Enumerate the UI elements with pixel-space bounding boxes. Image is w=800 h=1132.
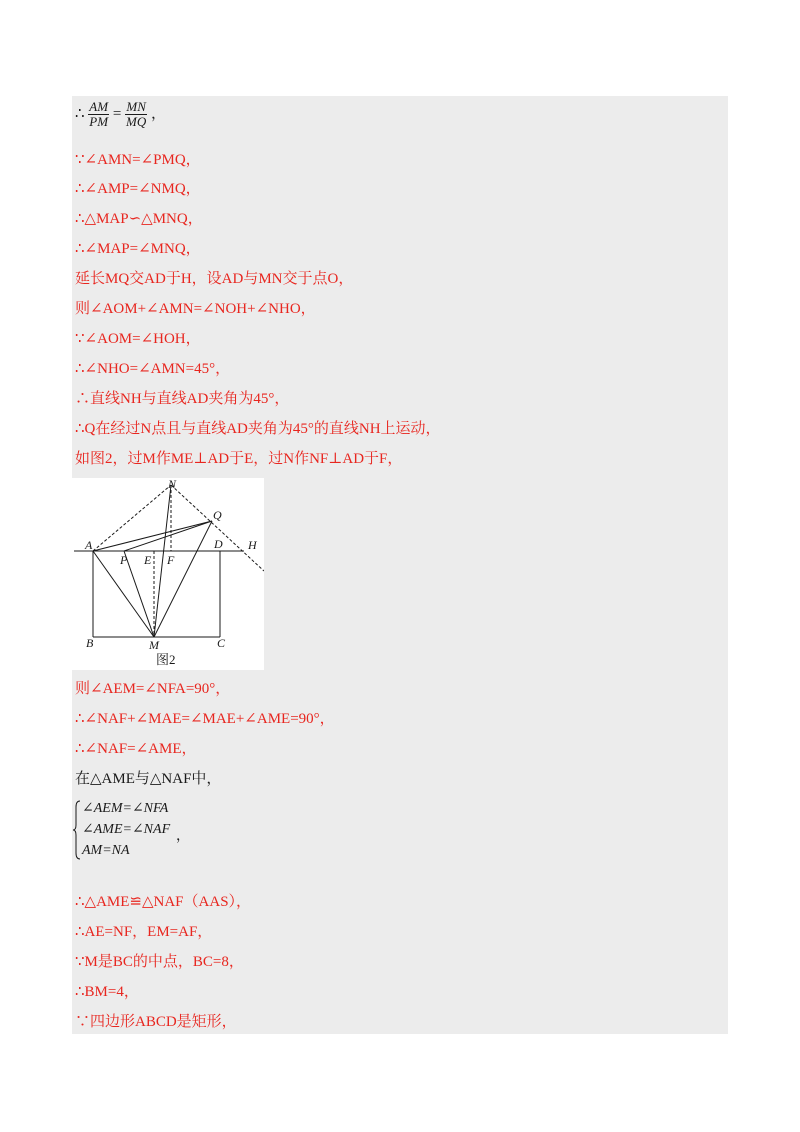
proof-line: 则∠AEM=∠NFA=90°， xyxy=(75,681,231,697)
system-row: AM=NA xyxy=(82,843,130,858)
point-label-f: F xyxy=(167,553,175,567)
fraction-numerator: MN xyxy=(126,99,146,114)
proof-line: ∴Q在经过N点且与直线AD夹角为45°的直线NH上运动， xyxy=(75,421,441,437)
line-end-comma: ， xyxy=(151,105,167,122)
proof-line: ∵四边形ABCD是矩形， xyxy=(75,1014,237,1030)
proof-line: 则∠AOM+∠AMN=∠NOH+∠NHO， xyxy=(75,301,316,317)
equation-system xyxy=(72,799,212,861)
proof-line: ∴∠NAF+∠MAE=∠MAE+∠AME=90°， xyxy=(75,711,335,727)
fraction-denominator: MQ xyxy=(126,114,147,129)
proof-line: 在△AME与△NAF中， xyxy=(75,771,222,787)
point-label-h: H xyxy=(248,538,257,552)
point-label-a: A xyxy=(85,538,93,552)
proof-line: ∵M是BC的中点，BC=8， xyxy=(75,954,244,970)
proof-line: 如图2，过M作ME⊥AD于E，过N作NF⊥AD于F， xyxy=(75,451,403,467)
system-row: ∠AME=∠NAF xyxy=(82,822,171,837)
therefore-symbol: ∴ xyxy=(75,105,85,122)
fraction-denominator: PM xyxy=(89,114,109,129)
solution-panel xyxy=(72,96,728,1034)
figure-caption: 图2 xyxy=(156,652,176,667)
proof-line: ∴直线NH与直线AD夹角为45°， xyxy=(75,391,290,407)
fraction-am-pm xyxy=(88,100,109,129)
fraction-mn-mq xyxy=(125,100,147,129)
point-label-c: C xyxy=(217,636,226,650)
system-comma: ， xyxy=(176,829,190,844)
proof-line: ∴△MAP∽△MNQ， xyxy=(75,211,203,227)
point-label-b: B xyxy=(86,636,94,650)
proof-line: ∴∠NHO=∠AMN=45°， xyxy=(75,361,231,377)
system-row: ∠AEM=∠NFA xyxy=(82,801,169,816)
point-label-m: M xyxy=(149,638,159,652)
proof-line: ∴△AME≌△NAF（AAS）， xyxy=(75,894,252,910)
proof-line: ∵∠AMN=∠PMQ， xyxy=(75,152,201,168)
proof-line: ∴∠AMP=∠NMQ， xyxy=(75,181,201,197)
point-label-n: N xyxy=(168,478,177,491)
proof-line: ∴AE=NF，EM=AF， xyxy=(75,924,213,940)
point-label-p: P xyxy=(120,553,128,567)
equals-sign: = xyxy=(112,105,122,122)
proof-line: 延长MQ交AD于H，设AD与MN交于点O， xyxy=(75,271,354,287)
point-label-d: D xyxy=(214,537,223,551)
left-brace-icon xyxy=(72,799,82,861)
proof-line: ∴∠MAP=∠MNQ， xyxy=(75,241,201,257)
proof-line: ∴∠NAF=∠AME， xyxy=(75,741,197,757)
geometry-figure xyxy=(72,478,264,670)
fraction-numerator: AM xyxy=(89,99,109,114)
point-label-q: Q xyxy=(213,508,222,522)
point-label-e: E xyxy=(144,553,152,567)
fraction-equation-line xyxy=(75,100,166,129)
proof-line: ∵∠AOM=∠HOH， xyxy=(75,331,201,347)
proof-line: ∴BM=4， xyxy=(75,984,139,1000)
